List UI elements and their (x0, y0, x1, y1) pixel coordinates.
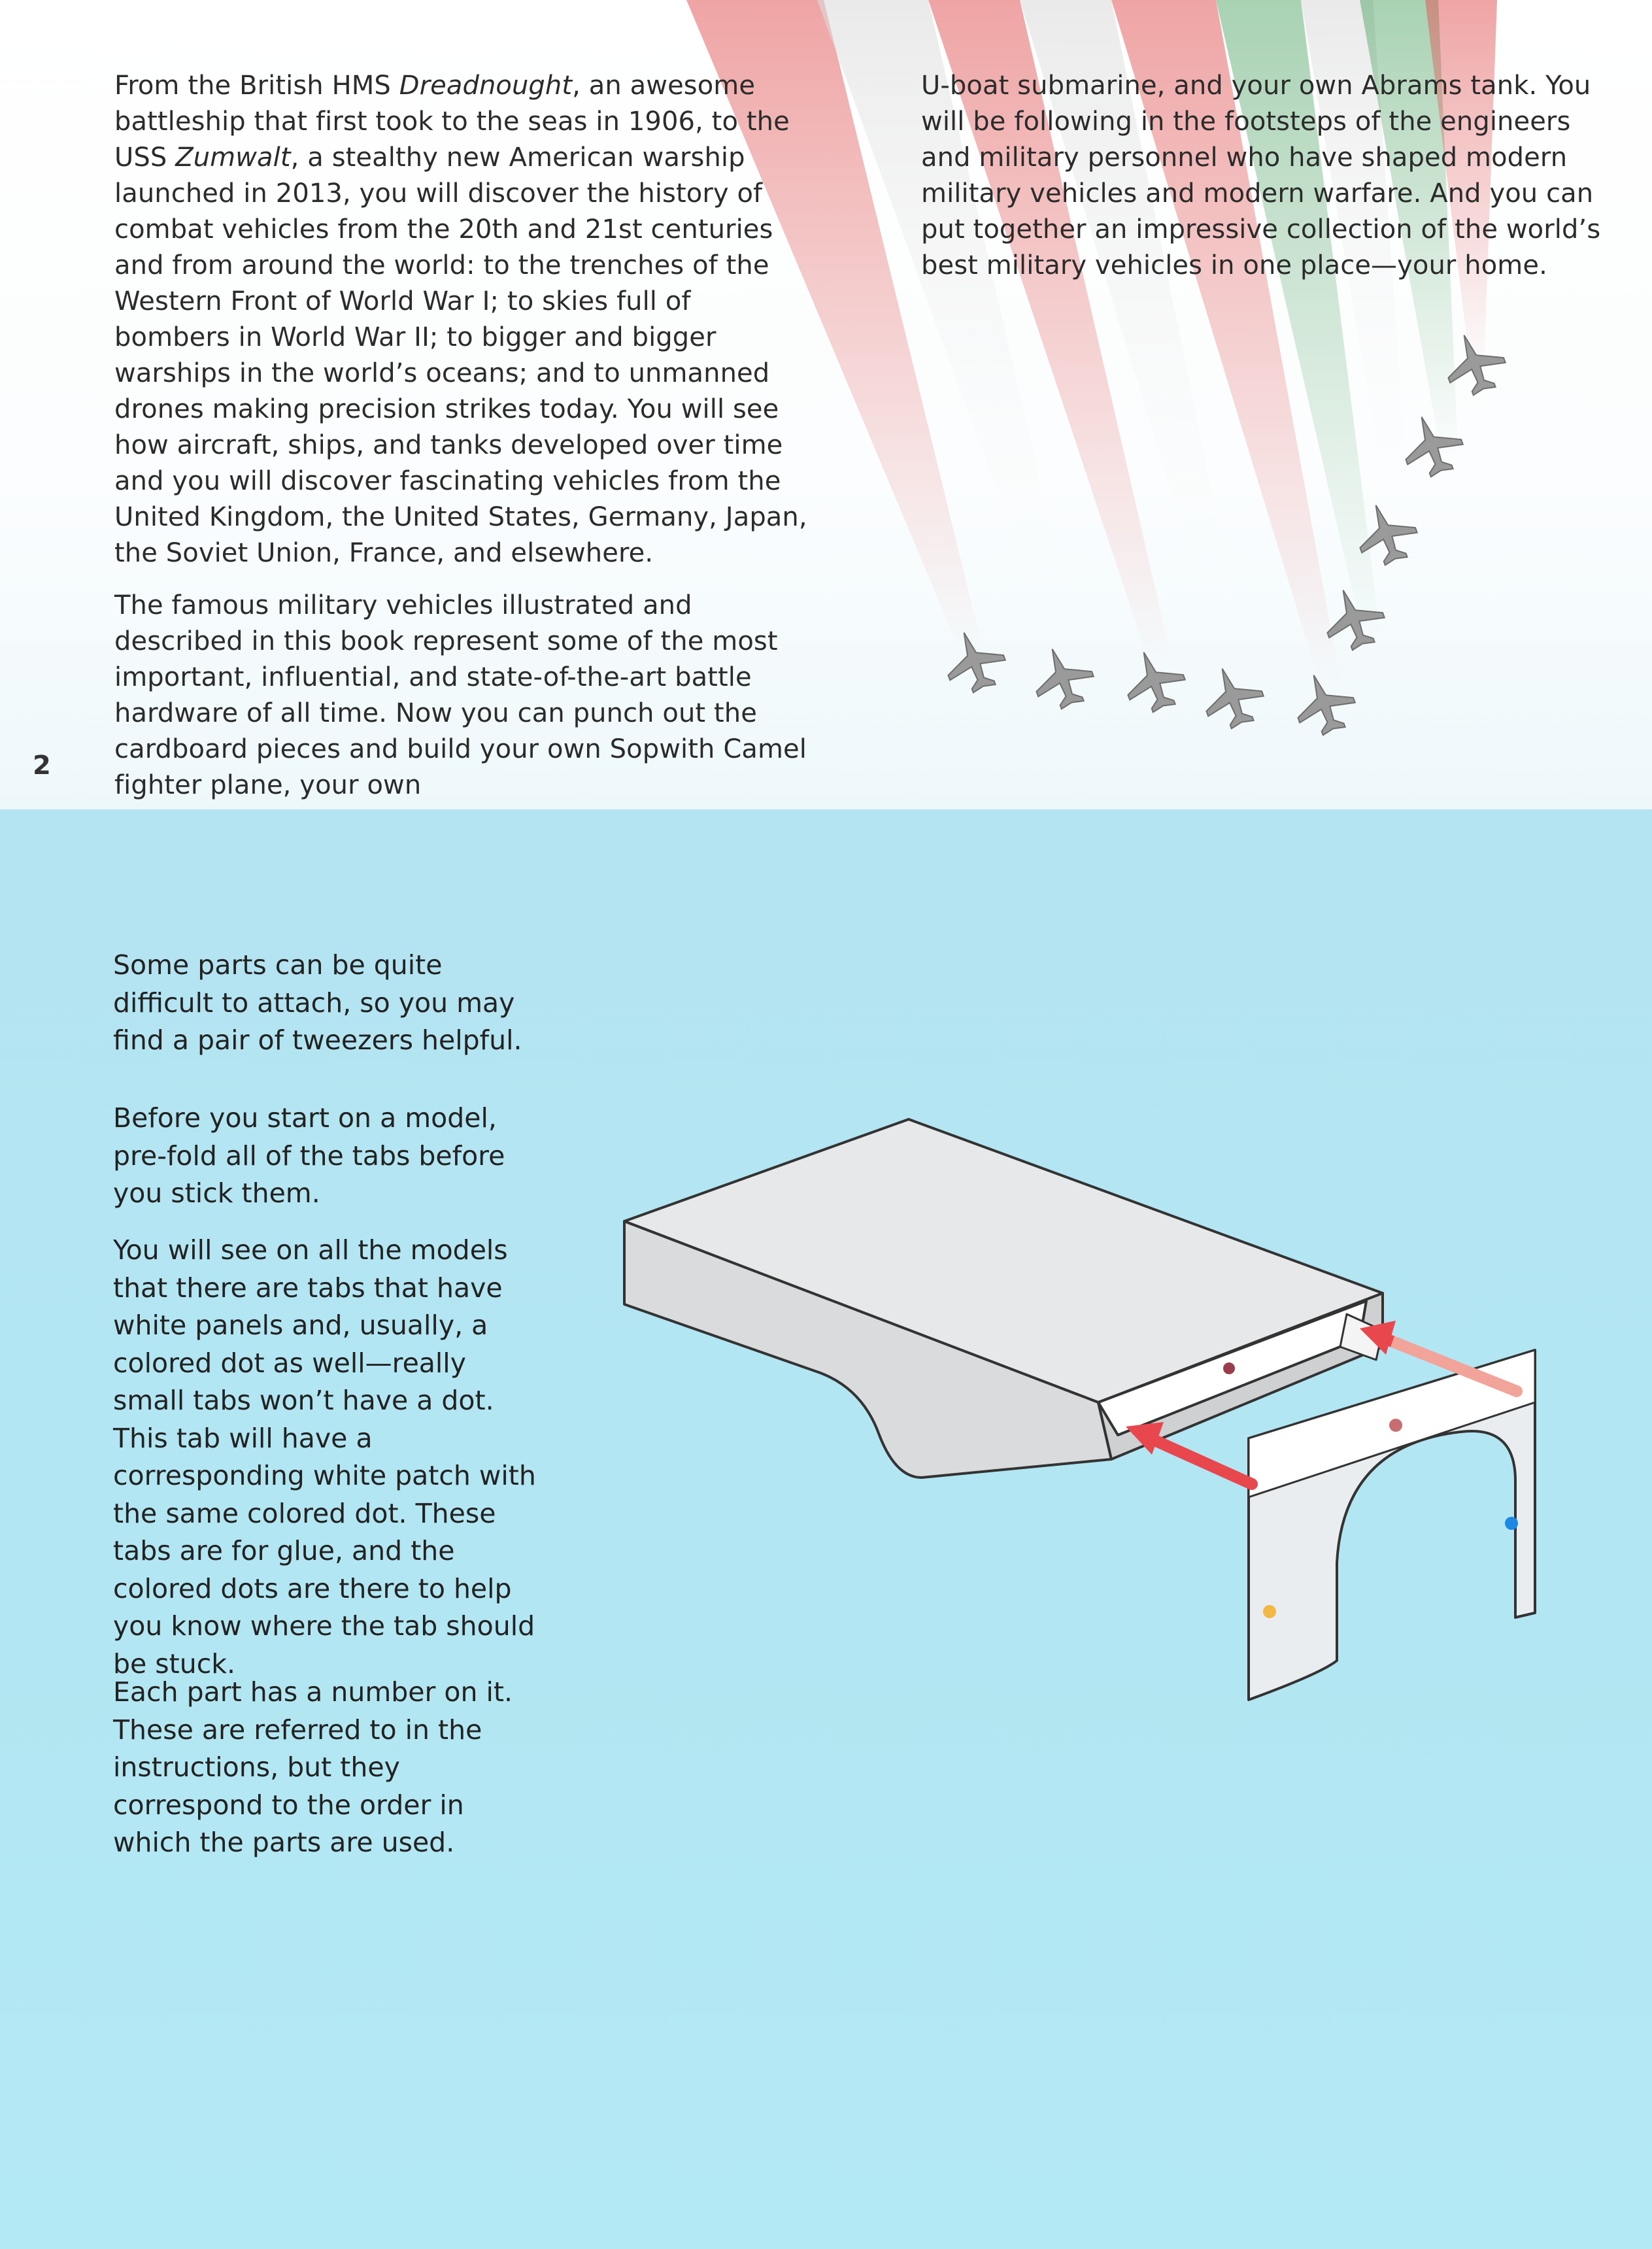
intro-paragraph-3: U-boat submarine, and your own Abrams tank. You will be following in the footsteps of the engineers and military personnel who have shaped modern military vehicles and modern warfare. And you can put together an impressive collection of the world’s best military vehicles in one place—your home. (921, 71, 1601, 280)
dot-yellow-icon (1263, 1605, 1276, 1618)
ship-name-zumwalt: Zumwalt (175, 143, 291, 173)
tip-glue-tabs: You will see on all the models that there are tabs that have white panels and, usually, a colored dot as well—really small tabs won’t have a dot. This tab will have a corresponding white patch with the same colored dot. These tabs are for glue, and the colored dots are there to help you know where the tab should be stuck. (113, 1234, 536, 1680)
intro-column-right (921, 68, 1614, 284)
page-number: 2 (33, 751, 51, 781)
tab-assembly-diagram (615, 1105, 1556, 1719)
dot-red-icon (1389, 1419, 1402, 1432)
tip-part-numbers: Each part has a number on it. These are referred to in the instructions, but they correspond to the order in which the parts are used. (113, 1676, 513, 1858)
tip-prefold: Before you start on a model, pre-fold all of the tabs before you stick them. (113, 1102, 505, 1209)
intro-paragraph-1 (114, 68, 807, 571)
dot-red-icon (1223, 1362, 1235, 1374)
arrow-line (1147, 1437, 1252, 1484)
intro-text: From the British HMS (114, 71, 399, 101)
intro-paragraph-2: The famous military vehicles illustrated and described in this book represent some of the most important, influential, and state-of-the-art battle hardware of all time. Now you can punch out the cardboard pieces and build your own Sopwith Camel fighter plane, your own (114, 590, 807, 800)
top-section (0, 0, 1652, 809)
box-piece (624, 1119, 1383, 1478)
intro-column-left (114, 68, 807, 803)
arch-piece (1249, 1350, 1535, 1700)
ship-name-dreadnought: Dreadnought (399, 71, 573, 101)
dot-blue-icon (1505, 1517, 1518, 1530)
tip-tweezers: Some parts can be quite difficult to attach, so you may find a pair of tweezers helpful. (113, 949, 522, 1056)
intro-text: , a stealthy new American warship launched in 2013, you will discover the history of combat vehicles from the 20th and 21st centuries and from around the world: to the trenches of the Western Front of World War I; to skies full of bombers in World War II; to bigger and bigger warships in the world’s oceans; and to unmanned drones making precision strikes today. You will see how aircraft, ships, and tanks developed over time and you will discover fascinating vehicles from the United Kingdom, the United States, Germany, Japan, the Soviet Union, France, and elsewhere. (114, 143, 807, 568)
intro-text: , an awesome battleship that first took to the seas in 1906, to the USS (114, 71, 790, 173)
